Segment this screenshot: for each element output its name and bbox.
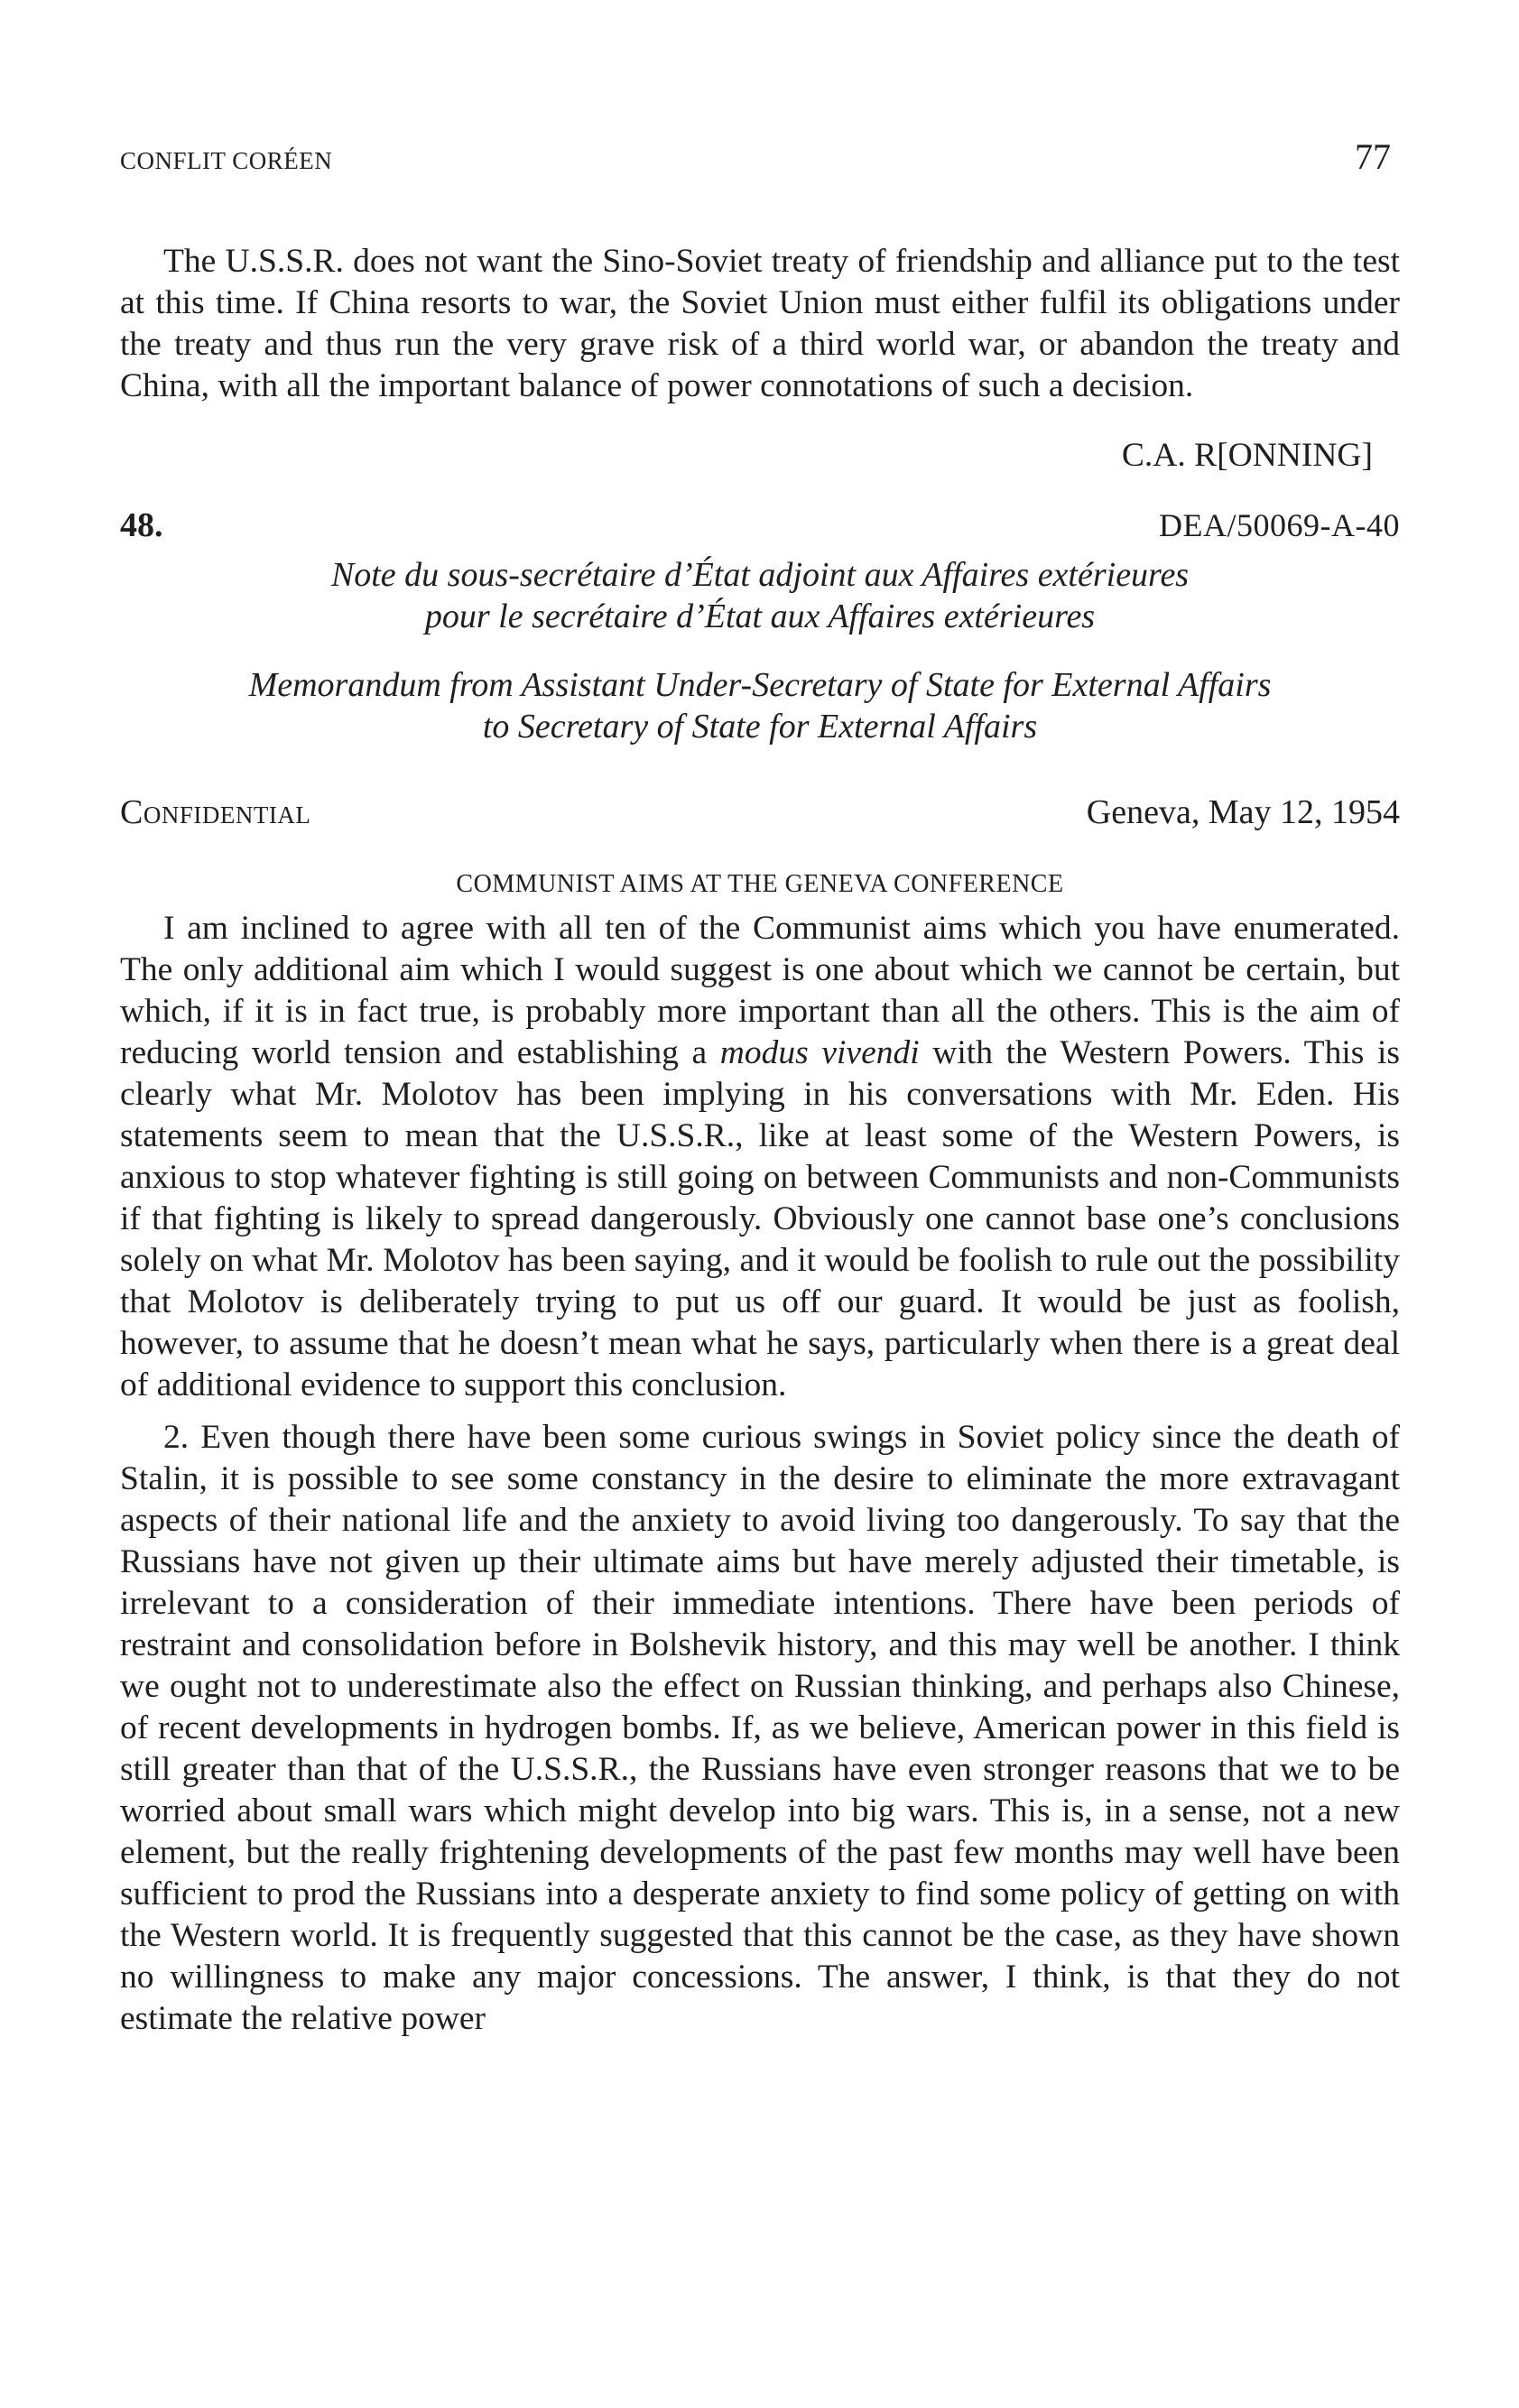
page-number: 77	[1355, 136, 1391, 177]
english-title	[120, 664, 1400, 747]
body-paragraph-1	[120, 908, 1400, 1406]
french-title-line-2: pour le secrétaire d’État aux Affaires extérieures	[424, 597, 1096, 635]
classification-label: Confidential	[120, 793, 311, 831]
paragraph-1-italic-term: modus vivendi	[719, 1034, 920, 1071]
document-number: 48.	[120, 506, 163, 544]
running-title: CONFLIT CORÉEN	[120, 147, 333, 174]
french-title	[120, 554, 1400, 637]
signature-initials: C.A. R	[1121, 437, 1218, 474]
memorandum-body	[120, 908, 1400, 2040]
document-reference: DEA/50069-A-40	[1159, 507, 1400, 543]
english-title-line-2: to Secretary of State for External Affairs	[482, 708, 1038, 746]
document-page	[120, 135, 1400, 2040]
place-date: Geneva, May 12, 1954	[1086, 793, 1400, 831]
document-heading	[120, 505, 1400, 545]
paragraph-1-text-a: I am inclined to agree with all ten of the Communist aims which you have enumerated. The only additional aim which I would suggest is one about which we cannot be certain, but which, if it is in fact true, is probably more important than all the others. This is the aim of reducing world tension and establishing a	[120, 910, 1400, 1071]
french-title-line-1: Note du sous-secrétaire d’État adjoint aux Affaires extérieures	[330, 556, 1190, 594]
running-head	[120, 135, 1400, 178]
body-paragraph-2: 2. Even though there have been some curious swings in Soviet policy since the death of Stalin, it is possible to see some constancy in the desire to eliminate the more extravagant aspects of their national life and the anxiety to avoid living too dangerously. To say that the Russians have not given up their ultimate aims but have merely adjusted their timetable, is irrelevant to a consideration of their immediate intentions. There have been periods of restraint and consolidation before in Bolshevik history, and this may well be another. I think we ought not to underestimate also the effect on Russian thinking, and perhaps also Chinese, of recent developments in hydrogen bombs. If, as we believe, American power in this field is still greater than that of the U.S.S.R., the Russians have even stronger reasons that we to be worried about small wars which might develop into big wars. This is, in a sense, not a new element, but the really frightening developments of the past few months may well have been sufficient to prod the Russians into a desperate anxiety to find some policy of getting on with the Western world. It is frequently suggested that this cannot be the case, as they have shown no willingness to make any major concessions. The answer, I think, is that they do not estimate the relative power	[120, 1419, 1400, 2037]
signature-rest: [ONNING]	[1217, 437, 1373, 474]
document-meta	[120, 792, 1400, 832]
subject-heading: COMMUNIST AIMS AT THE GENEVA CONFERENCE	[456, 870, 1064, 898]
signature	[120, 436, 1373, 475]
paragraph-1-text-b: with the Western Powers. This is clearly what Mr. Molotov has been implying in his conversations with Mr. Eden. His statements seem to mean that the U.S.S.R., like at least some of the Western Powers, is anxious to stop whatever fighting is still going on between Communists and non-Communists if that fighting is likely to spread dangerously. Obviously one cannot base one’s conclusions solely on what Mr. Molotov has been saying, and it would be foolish to rule out the possibility that Molotov is deliberately trying to put us off our guard. It would be just as foolish, however, to assume that he doesn’t mean what he says, particularly when there is a great deal of additional evidence to support this conclusion.	[120, 1034, 1401, 1403]
english-title-line-1: Memorandum from Assistant Under-Secretary of State for External Affairs	[248, 666, 1272, 704]
continuation-paragraph: The U.S.S.R. does not want the Sino-Soviet treaty of friendship and alliance put to the test at this time. If China resorts to war, the Soviet Union must either fulfil its obligations under the treaty and thus run the very grave risk of a third world war, or abandon the treaty and China, with all the important balance of power connotations of such a decision.	[120, 243, 1400, 404]
